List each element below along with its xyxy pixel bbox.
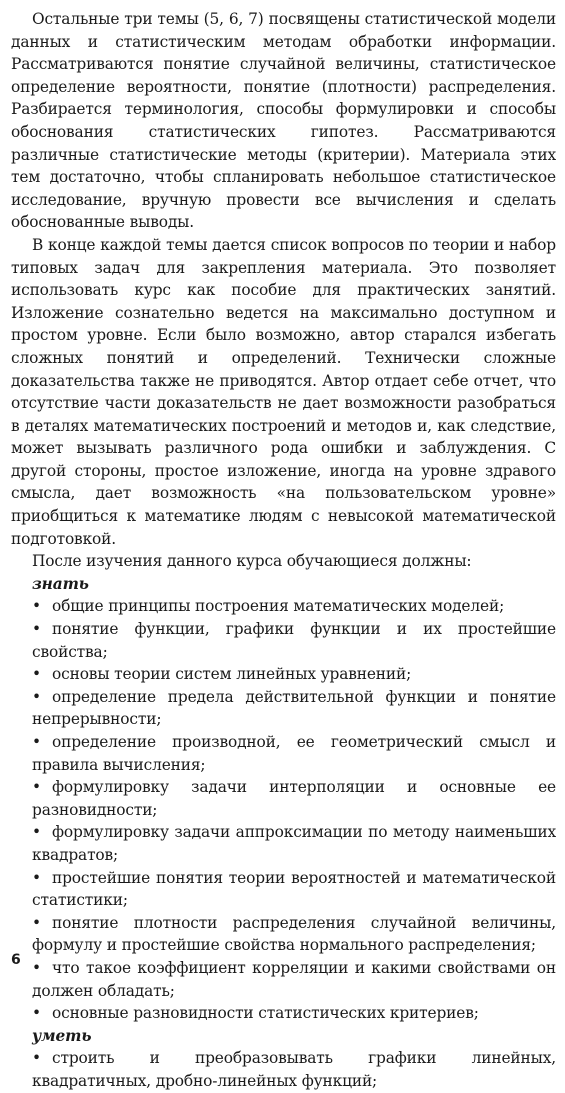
list-item: • общие принципы построения математических моделей; (11, 595, 556, 618)
paragraph-course-structure: В конце каждой темы дается список вопросов по теории и набор типовых задач для закрепления материала. Это позволяет использовать курс как пособие для практических занятий. Изложение сознательно ведется на максимально доступном и простом уровне. Если было возможно, автор старался избегать сложных понятий и определений. Технически сложные доказательства также не приводятся. Автор отдает себе отчет, что отсутствие части доказательств не дает возможности разобраться в деталях математических построений и методов и, как следствие, может вызывать различного рода ошибки и заблуждения. С другой стороны, простое изложение, иногда на уровне здравого смысла, дает возможность «на пользовательском уровне» приобщиться к математике людям с невысокой математической подготовкой. (11, 235, 556, 548)
paragraph-outcomes-intro: После изучения данного курса обучающиеся должны: (32, 552, 472, 571)
bullet-icon: • (32, 597, 41, 616)
page-content (11, 8, 556, 1093)
bullet-icon: • (32, 823, 41, 842)
bullet-icon: • (32, 665, 41, 684)
list-item: • простейшие понятия теории вероятностей и математической статистики; (32, 868, 556, 910)
heading-know: знать (32, 574, 89, 593)
paragraph-statistics-topics: Остальные три темы (5, 6, 7) посвящены статистической модели данных и статистическим методам обработки информации. Рассматриваются понятие случайной величины, статистическое определение вероятности, понятие (плотности) распределения. Разбирается терминология, способы формулировки и способы обоснования статистических гипотез. Рассматриваются различные статистические методы (критерии). Материала этих тем достаточно, чтобы спланировать небольшое статистическое исследование, вручную провести все вычисления и сделать обоснованные выводы. (11, 10, 556, 232)
list-item: • понятие плотности распределения случайной величины, формулу и простейшие свойства нормального распределения; (32, 913, 556, 955)
list-item: • строить и преобразовывать графики линейных, квадратичных, дробно-линейных функций; (32, 1049, 556, 1090)
page-number: 6 (11, 952, 21, 968)
bullet-icon: • (32, 913, 41, 932)
list-item: • определение производной, ее геометрический смысл и правила вычисления; (32, 733, 556, 774)
list-item: • основы теории систем линейных уравнений; (11, 663, 556, 686)
heading-can: уметь (32, 1026, 92, 1045)
can-list (11, 1047, 556, 1092)
list-item: • что такое коэффициент корреляции и какими свойствами он должен обладать; (32, 958, 556, 1000)
bullet-icon: • (32, 687, 41, 706)
know-list (11, 595, 556, 1024)
list-item: • понятие функции, графики функции и их простейшие свойства; (32, 620, 556, 661)
bullet-icon: • (32, 1049, 41, 1068)
bullet-icon: • (32, 733, 41, 751)
bullet-icon: • (32, 958, 41, 977)
list-item: • определение предела действительной функции и понятие непрерывности; (32, 687, 556, 729)
list-item: • формулировку задачи интерполяции и основные ее разновидности; (32, 778, 556, 819)
list-item: • основные разновидности статистических критериев; (11, 1002, 556, 1025)
bullet-icon: • (32, 1004, 41, 1023)
bullet-icon: • (32, 868, 41, 887)
bullet-icon: • (32, 778, 41, 797)
bullet-icon: • (32, 620, 41, 639)
list-item: • формулировку задачи аппроксимации по методу наименьших квадратов; (32, 823, 556, 864)
